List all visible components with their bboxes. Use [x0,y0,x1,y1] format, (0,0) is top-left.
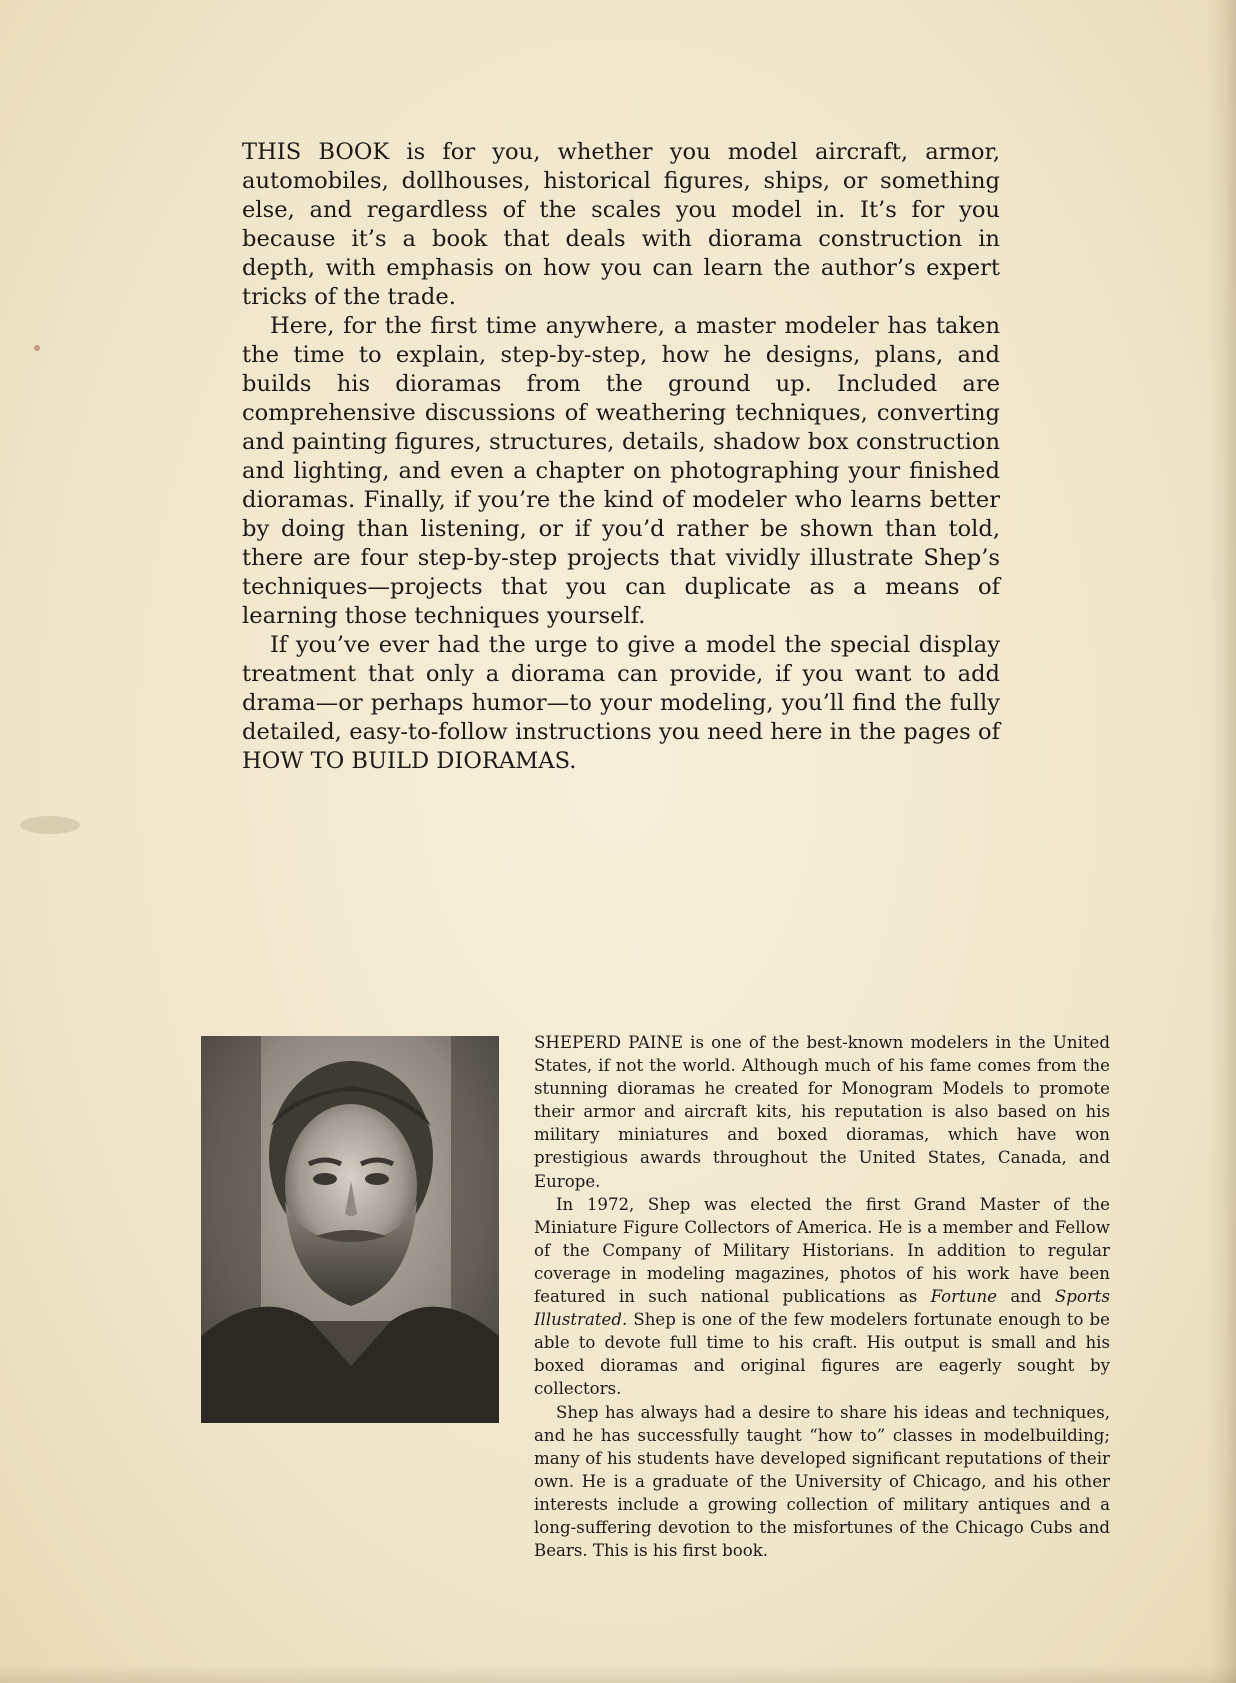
blurb-paragraph-1: THIS BOOK is for you, whether you model aircraft, armor, automobiles, dollhouses, historical figures, ships, or something else, and regardless of the scales you model in. It’s for you because it’s a book that deals with diorama construction in depth, with emphasis on how you can learn the author’s expert tricks of the trade. [242,139,1000,310]
bio-paragraph-2-end: Shep is one of the few modelers fortunate enough to be able to devote full time to his craft. His output is small and his boxed dioramas and original figures are eagerly sought by collectors. [534,1310,1110,1399]
book-title: HOW TO BUILD DIORAMAS. [242,748,577,774]
author-portrait-icon [201,1036,499,1423]
bio-paragraph-2-start: In 1972, Shep was elected the first Grand Master of the Miniature Figure Collectors of America. He is a member and Fellow of the Company of Military Historians. In addition to regular coverage in modeling magazines, photos of his work have been featured in such national publications as [534,1194,1110,1307]
blurb-paragraph-3-text: If you’ve ever had the urge to give a model the special display treatment that only a diorama can provide, if you want to add drama—or perhaps humor—to your modeling, you’ll find the fully detailed, easy-to-follow instructions you need here in the pages of [242,632,1000,745]
blurb-paragraph-2: Here, for the first time anywhere, a master modeler has taken the time to explain, step-by-step, how he designs, plans, and builds his dioramas from the ground up. Included are comprehensive discussions of weathering techniques, converting and painting figures, structures, details, shadow box construction and lighting, and even a chapter on photographing your finished dioramas. Finally, if you’re the kind of modeler who learns better by doing than listening, or if you’d rather be shown than told, there are four step-by-step projects that vividly illustrate Shep’s techniques—projects that you can duplicate as a means of learning those techniques yourself. [242,313,1000,629]
blurb-paragraph-3 [242,631,1000,776]
author-bio [534,1031,1110,1562]
page-speck [34,345,40,351]
publication-fortune: Fortune [930,1287,997,1307]
book-blurb [242,138,1000,776]
page-smudge [20,816,80,834]
publication-sports-illustrated: Sports Illustrated. [534,1287,1110,1330]
bio-paragraph-2-and: and [996,1287,1055,1307]
bio-paragraph-1: SHEPERD PAINE is one of the best-known modelers in the United States, if not the world. Although much of his fame comes from the stunning dioramas he created for Monogram Models to promote their armor and aircraft kits, his reputation is also based on his military miniatures and boxed dioramas, which have won prestigious awards throughout the United States, Canada, and Europe. [534,1033,1110,1191]
author-photo [201,1036,499,1423]
page-bottom-shadow [0,1665,1236,1683]
bio-paragraph-2 [534,1193,1110,1401]
bio-paragraph-3: Shep has always had a desire to share his ideas and techniques, and he has successfully taught “how to” classes in modelbuilding; many of his students have developed significant reputations of their own. He is a graduate of the University of Chicago, and his other interests include a growing collection of military antiques and a long-suffering devotion to the misfortunes of the Chicago Cubs and Bears. This is his first book. [534,1402,1110,1561]
page-edge-shadow [1208,0,1236,1683]
